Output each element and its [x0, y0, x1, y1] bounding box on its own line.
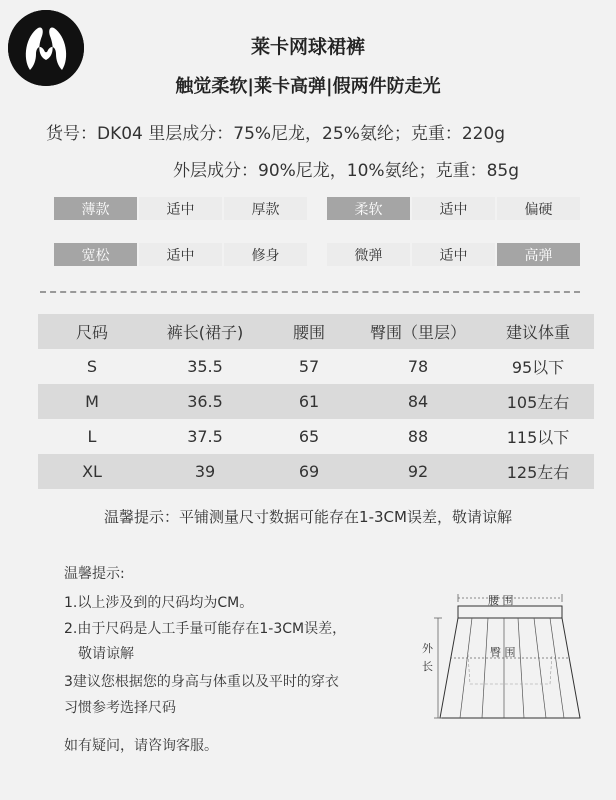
cell-length: 35.5	[187, 357, 223, 376]
elasticity-low: 微弹	[327, 243, 410, 266]
product-subtitle: 触觉柔软|莱卡高弹|假两件防走光	[175, 76, 441, 97]
note-1: 1.以上涉及到的尺码均为CM。	[64, 595, 254, 611]
elasticity-scale	[327, 243, 582, 266]
table-row	[38, 454, 594, 489]
softness-hard: 偏硬	[497, 197, 580, 220]
measurement-tip: 温馨提示：平铺测量尺寸数据可能存在1-3CM误差，敬请谅解	[104, 508, 512, 526]
cell-size: M	[85, 392, 99, 411]
fit-scale	[54, 243, 309, 266]
table-row	[38, 419, 594, 454]
cell-waist: 57	[298, 357, 320, 376]
header-length: 裤长(裙子)	[166, 323, 244, 342]
cell-size: L	[87, 427, 97, 446]
cell-length: 37.5	[187, 427, 223, 446]
fit-slim: 修身	[224, 243, 307, 266]
cell-length: 36.5	[187, 392, 223, 411]
length-label-2: 长	[422, 660, 433, 673]
elasticity-high: 高弹	[497, 243, 580, 266]
cell-size: S	[86, 357, 98, 376]
cell-weight: 105左右	[506, 393, 570, 412]
cell-weight: 95以下	[511, 358, 565, 377]
contact-note: 如有疑问，请咨询客服。	[64, 738, 218, 754]
cell-waist: 69	[298, 462, 320, 481]
note-2a: 2.由于尺码是人工手量可能存在1-3CM误差，	[64, 621, 347, 637]
note-3b: 习惯参考选择尺码	[64, 700, 176, 716]
cell-hip: 84	[407, 392, 429, 411]
header-waist: 腰围	[292, 323, 325, 342]
softness-scale	[327, 197, 582, 220]
dashed-divider	[40, 291, 580, 293]
cell-weight: 125左右	[506, 463, 570, 482]
softness-medium: 适中	[412, 197, 495, 220]
cell-size: XL	[82, 462, 102, 481]
spec-line-2: 外层成分：90%尼龙，10%氨纶；克重：85g	[173, 161, 519, 181]
thickness-medium: 适中	[139, 197, 222, 220]
fit-loose: 宽松	[54, 243, 137, 266]
product-title: 莱卡网球裙裤	[250, 36, 365, 58]
header-hip: 臀围（里层）	[369, 323, 466, 342]
note-2b: 敬请谅解	[78, 646, 134, 662]
hip-label: 臀 围	[490, 646, 516, 659]
softness-soft: 柔软	[327, 197, 410, 220]
cell-length: 39	[194, 462, 216, 481]
thickness-scale	[54, 197, 309, 220]
skirt-diagram	[410, 584, 590, 734]
header-size: 尺码	[75, 323, 108, 342]
length-label-1: 外	[422, 642, 433, 655]
notes-title: 温馨提示:	[64, 566, 125, 582]
cell-hip: 92	[407, 462, 429, 481]
table-row	[38, 349, 594, 384]
note-3a: 3建议您根据您的身高与体重以及平时的穿衣	[64, 674, 339, 690]
table-header	[38, 314, 594, 349]
size-table	[38, 314, 594, 489]
elasticity-medium: 适中	[412, 243, 495, 266]
cell-hip: 78	[407, 357, 429, 376]
table-row	[38, 384, 594, 419]
cell-waist: 61	[298, 392, 320, 411]
cell-hip: 88	[407, 427, 429, 446]
spec-line-1: 货号：DK04 里层成分：75%尼龙，25%氨纶；克重：220g	[46, 124, 506, 144]
header-weight: 建议体重	[505, 323, 570, 342]
cell-waist: 65	[298, 427, 320, 446]
cell-weight: 115以下	[506, 428, 570, 447]
waist-label: 腰 围	[488, 594, 514, 607]
thickness-thick: 厚款	[224, 197, 307, 220]
thickness-thin: 薄款	[54, 197, 137, 220]
fit-medium: 适中	[139, 243, 222, 266]
